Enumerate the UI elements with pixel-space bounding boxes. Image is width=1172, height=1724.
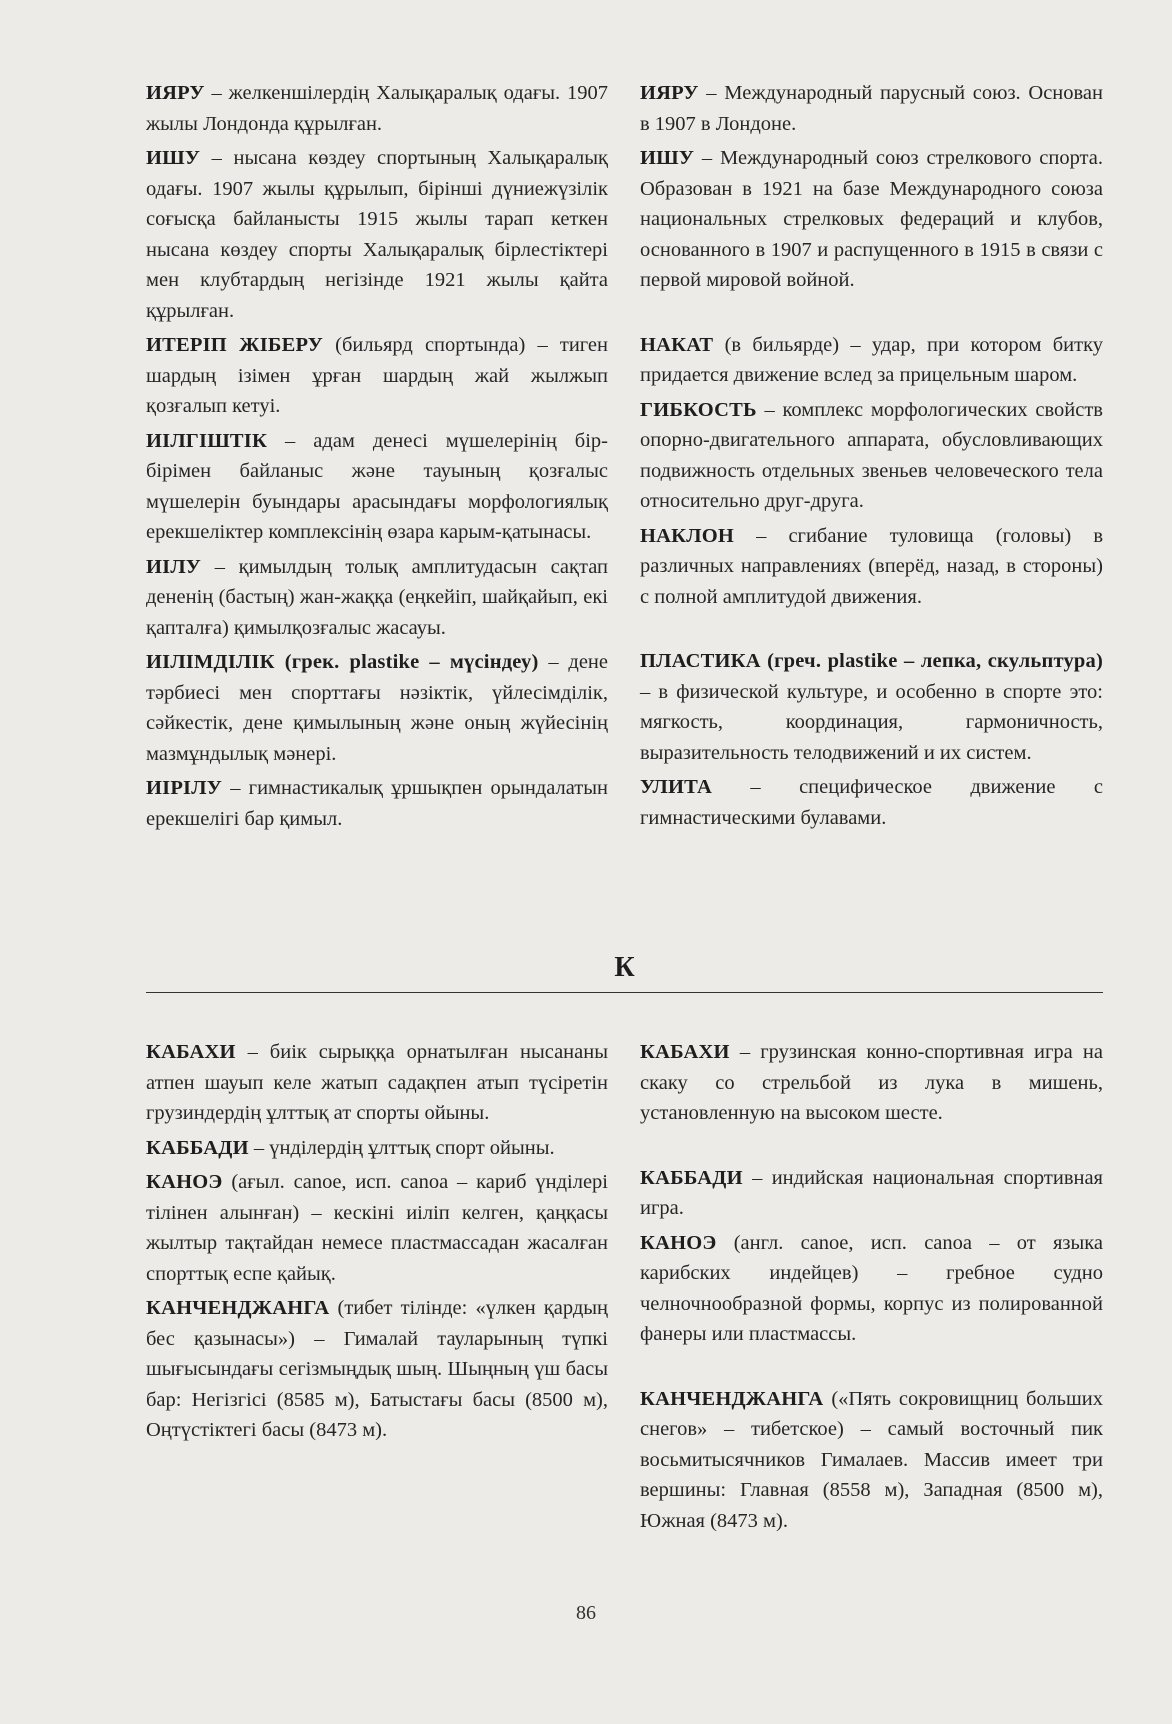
entry-term: ИІРІЛУ	[146, 777, 222, 799]
entry-ishu-kk	[146, 143, 608, 326]
entry-kabbadi-kk	[146, 1133, 608, 1164]
entry-definition: – специфическое движение с гимнастическими булавами.	[640, 776, 1103, 829]
entry-definition: – желкеншілердің Халықаралық одағы. 1907 жылы Лондонда құрылған.	[146, 82, 608, 135]
entry-iterip-zhiberu-kk	[146, 330, 608, 422]
entry-kanchendzhanga-ru	[640, 1384, 1103, 1537]
entry-term: ИІЛГІШТІК	[146, 429, 268, 452]
entry-term: НАКЛОН	[640, 524, 734, 547]
entry-definition: – қимылдың толық амплитудасын сақтап дененің (бастың) жан-жаққа (еңкейіп, шайқайып, екі қапталға) қимылқозғалыс жасауы.	[146, 555, 608, 639]
entry-term: КАББАДИ	[640, 1166, 743, 1189]
top-right-column	[640, 78, 1103, 837]
entry-nakat-ru	[640, 330, 1103, 391]
page-number: 86	[576, 1602, 596, 1624]
entry-iilimdilik-kk	[146, 647, 608, 769]
entry-kanchendzhanga-kk	[146, 1293, 608, 1446]
entry-definition: – гимнастикалық ұршықпен орындалатын ерекшелігі бар қимыл.	[146, 777, 608, 830]
entry-kabakhi-ru	[640, 1037, 1103, 1129]
entry-term: ИІЛУ	[146, 555, 202, 578]
entry-ishu-ru	[640, 143, 1103, 296]
entry-definition: (в бильярде) – удар, при котором битку придается движение вслед за прицельным шаром.	[640, 333, 1103, 386]
entry-definition: – сгибание туловища (головы) в различных направлениях (вперёд, назад, в стороны) с полной амплитудой движения.	[640, 524, 1103, 608]
entry-kabbadi-ru	[640, 1163, 1103, 1224]
entry-definition: («Пять сокровищниц больших снегов» – тибетское) – самый восточный пик восьмитысячников Гималаев. Массив имеет три вершины: Главная (8558 м), Западная (8500 м), Южная (8473 м).	[640, 1387, 1103, 1532]
entry-term: ИЯРУ	[146, 82, 205, 104]
section-header	[146, 950, 1103, 1000]
entry-definition: (бильярд спортында) – тиген шардың ізімен ұрған шардың жай жылжып қозғалып кетуі.	[146, 334, 608, 417]
bottom-right-column	[640, 1037, 1103, 1540]
entry-definition: – грузинская конно-спортивная игра на скаку со стрельбой из лука в мишень, установленную на высоком шесте.	[640, 1041, 1103, 1124]
entry-term: ГИБКОСТЬ	[640, 398, 757, 421]
entry-plastika-ru	[640, 646, 1103, 768]
top-left-column	[146, 78, 608, 838]
bottom-left-column	[146, 1037, 608, 1450]
entry-term: НАКАТ	[640, 333, 714, 356]
entry-definition: (ағыл. canoe, исп. canoa – кариб үнділері тілінен алынған) – кескіні иіліп келген, қаңқасы жылтыр тақтайдан немесе пластмассадан жасалған спорттық еспе қайық.	[146, 1171, 608, 1285]
entry-definition: – нысана көздеу спортының Халықаралық одағы. 1907 жылы құрылып, бірінші дүниежүзілік соғысқа байланысты 1915 жылы тарап кеткен нысана көздеу спорты Халықаралық бірлестіктері мен клубтардың негізінде 1921 жылы қайта құрылған.	[146, 147, 608, 322]
section-divider	[146, 992, 1103, 993]
entry-kabakhi-kk	[146, 1037, 608, 1129]
entry-term: КАНОЭ	[640, 1231, 717, 1254]
entry-definition: (англ. canoe, исп. canoa – от языка карибских индейцев) – гребное судно челночнообразной формы, корпус из полированной фанеры или пластмассы.	[640, 1231, 1103, 1345]
entry-term: ИТЕРІП ЖІБЕРУ	[146, 334, 324, 356]
entry-term: КАБАХИ	[146, 1041, 236, 1063]
entry-definition: – комплекс морфологических свойств опорно-двигательного аппарата, обусловливающих подвижность отдельных звеньев человеческого тела относительно друг-друга.	[640, 398, 1103, 512]
entry-definition: – үнділердің ұлттық спорт ойыны.	[248, 1136, 555, 1159]
entry-term: ИШУ	[640, 147, 695, 169]
entry-iilu-kk	[146, 552, 608, 644]
entry-term: КАНЧЕНДЖАНГА	[146, 1297, 330, 1319]
entry-term: ИШУ	[146, 147, 201, 169]
entry-term: КАНОЭ	[146, 1171, 223, 1193]
entry-term: ИЯРУ	[640, 82, 699, 104]
entry-kanoe-kk	[146, 1167, 608, 1289]
entry-definition: – индийская национальная спортивная игра.	[640, 1166, 1103, 1219]
entry-definition: (тибет тілінде: «үлкен қардың бес қазынасы») – Гималай тауларының түпкі шығысындағы сегізмыңдық шың. Шыңның үш басы бар: Негізгісі (8585 м), Батыстағы басы (8500 м), Оңтүстіктегі басы (8473 м).	[146, 1297, 608, 1441]
entry-term: КАББАДИ	[146, 1136, 249, 1159]
entry-naklon-ru	[640, 521, 1103, 613]
entry-definition: – Международный союз стрелкового спорта. Образован в 1921 на базе Международного союза национальных стрелковых федераций и клубов, основанного в 1907 и распущенного в 1915 в связи с первой мировой войной.	[640, 147, 1103, 291]
entry-iirilu-kk	[146, 773, 608, 834]
entry-ulita-ru	[640, 772, 1103, 833]
entry-kanoe-ru	[640, 1228, 1103, 1350]
entry-iilgishtik-kk	[146, 426, 608, 548]
entry-iyaru-kk	[146, 78, 608, 139]
entry-iyaru-ru	[640, 78, 1103, 139]
entry-term: ИІЛІМДІЛІК (грек. plastike – мүсіндеу)	[146, 651, 539, 673]
section-letter: К	[614, 952, 635, 983]
entry-gibkost-ru	[640, 395, 1103, 517]
entry-term: КАНЧЕНДЖАНГА	[640, 1387, 824, 1410]
entry-term: ПЛАСТИКА (греч. plastike – лепка, скульптура)	[640, 650, 1103, 672]
entry-definition: – адам денесі мүшелерінің бір-бірімен байланыс және тауының қозғалыс мүшелерін буындары арасындағы морфологиялық ерекшеліктер комплексінің өзара карым-қатынасы.	[146, 429, 608, 543]
entry-definition: – биік сырыққа орнатылған нысананы атпен шауып келе жатып садақпен атып түсіретін грузиндердің ұлттық ат спорты ойыны.	[146, 1041, 608, 1124]
entry-definition: – Международный парусный союз. Основан в 1907 в Лондоне.	[640, 82, 1103, 135]
entry-term: КАБАХИ	[640, 1041, 730, 1063]
entry-definition: – дене тәрбиесі мен спорттағы нәзіктік, үйлесімділік, сәйкестік, дене қимылының және оның жүйесінің мазмұндылық мәнері.	[146, 651, 608, 765]
entry-definition: – в физической культуре, и особенно в спорте это: мягкость, координация, гармоничность, выразительность телодвижений и их систем.	[640, 680, 1103, 764]
entry-term: УЛИТА	[640, 776, 713, 798]
